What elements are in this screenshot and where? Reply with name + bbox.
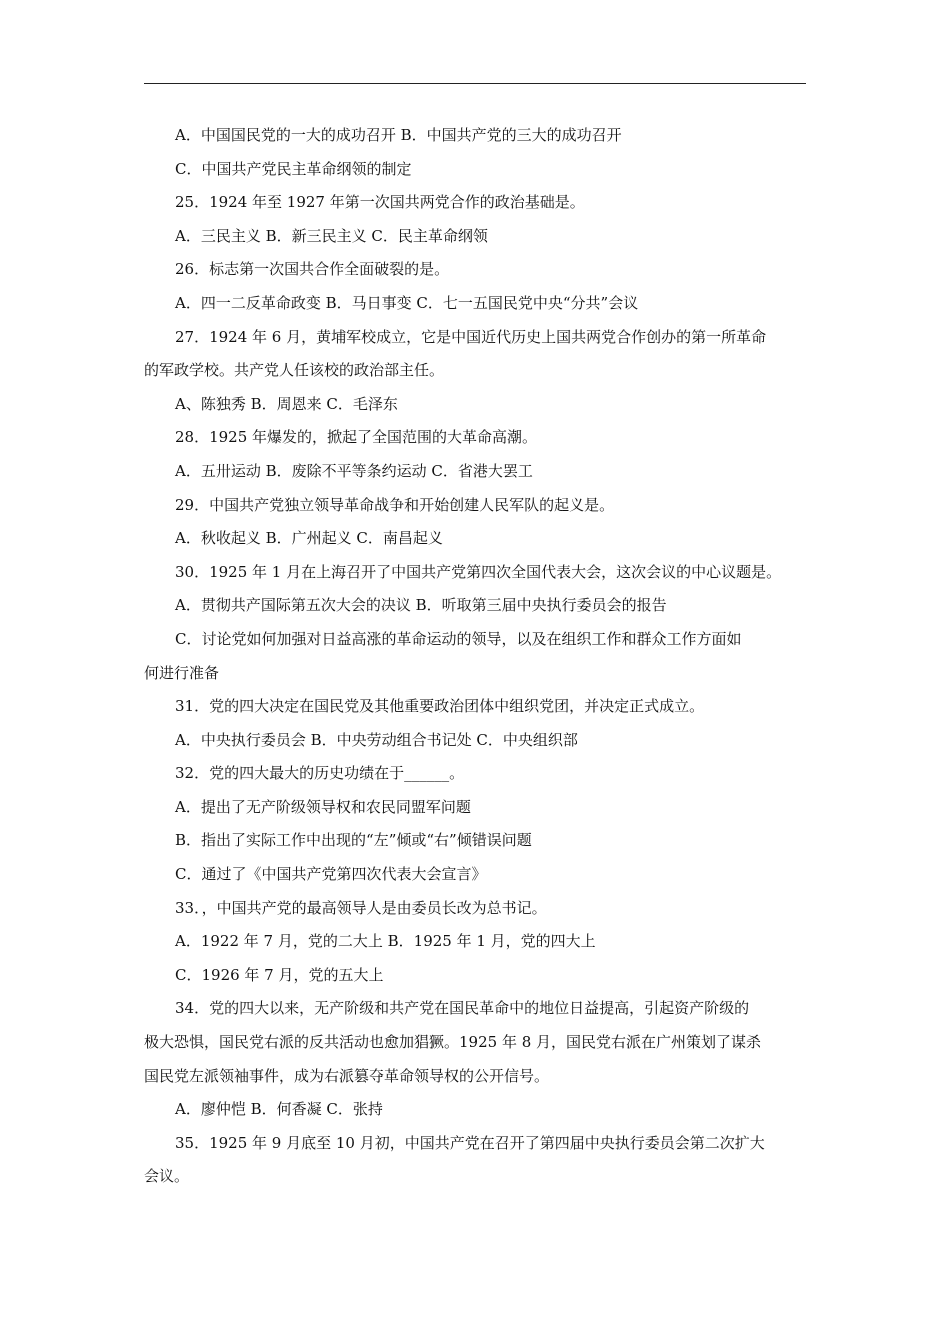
text-line: A．1922 年 7 月，党的二大上 B．1925 年 1 月，党的四大上	[175, 932, 596, 951]
text-line: A．中国国民党的一大的成功召开 B．中国共产党的三大的成功召开	[175, 126, 622, 144]
text-line: 27．1924 年 6 月，黄埔军校成立，它是中国近代历史上国共两党合作创办的第一所革命	[175, 327, 767, 346]
text-line: C．1926 年 7 月，党的五大上	[175, 965, 384, 984]
text-line: 26．标志第一次国共合作全面破裂的是。	[175, 260, 450, 279]
text-line: C．中国共产党民主革命纲领的制定	[175, 159, 412, 178]
text-line: 何进行准备	[144, 663, 220, 682]
text-line: A．五卅运动 B．废除不平等条约运动 C．省港大罢工	[175, 461, 533, 480]
text-line: A．廖仲恺 B．何香凝 C．张持	[175, 1100, 383, 1119]
text-line: A．四一二反革命政变 B．马日事变 C．七一五国民党中央“分共”会议	[175, 293, 639, 312]
header-rule	[144, 83, 806, 84]
text-line: 32．党的四大最大的历史功绩在于______。	[175, 764, 465, 783]
text-line: B．指出了实际工作中出现的“左”倾或“右”倾错误问题	[175, 831, 532, 850]
text-line: A．秋收起义 B．广州起义 C．南昌起义	[175, 529, 443, 548]
text-line: 30．1925 年 1 月在上海召开了中国共产党第四次全国代表大会，这次会议的中心议题是。	[175, 562, 782, 581]
text-line: 33．，中国共产党的最高领导人是由委员长改为总书记。	[175, 898, 547, 917]
text-line: 25．1924 年至 1927 年第一次国共两党合作的政治基础是。	[175, 193, 585, 212]
text-line: A．贯彻共产国际第五次大会的决议 B．听取第三届中央执行委员会的报告	[175, 596, 667, 615]
text-line: A．三民主义 B．新三民主义 C．民主革命纲领	[175, 226, 488, 245]
text-line: 29．中国共产党独立领导革命战争和开始创建人民军队的起义是。	[175, 495, 615, 514]
text-line: 34．党的四大以来，无产阶级和共产党在国民革命中的地位日益提高，引起资产阶级的	[175, 999, 750, 1018]
text-line: A、陈独秀 B．周恩来 C．毛泽东	[175, 394, 398, 413]
text-line: C．通过了《中国共产党第四次代表大会宣言》	[175, 865, 487, 884]
text-line: 会议。	[144, 1167, 190, 1186]
text-line: 极大恐惧，国民党右派的反共活动也愈加猖獗。1925 年 8 月，国民党右派在广州策划了谋杀	[144, 1033, 762, 1052]
text-line: 31．党的四大决定在国民党及其他重要政治团体中组织党团，并决定正式成立。	[175, 697, 705, 716]
text-line: 28．1925 年爆发的，掀起了全国范围的大革命高潮。	[175, 428, 538, 447]
text-line: 的军政学校。共产党人任该校的政治部主任。	[144, 361, 445, 380]
text-line: 国民党左派领袖事件，成为右派篡夺革命领导权的公开信号。	[144, 1066, 550, 1085]
text-line: A．中央执行委员会 B．中央劳动组合书记处 C．中央组织部	[175, 730, 578, 749]
text-line: C．讨论党如何加强对日益高涨的革命运动的领导，以及在组织工作和群众工作方面如	[175, 629, 742, 648]
document-body	[144, 119, 806, 1194]
text-line: A．提出了无产阶级领导权和农民同盟军问题	[175, 797, 471, 816]
text-line: 35．1925 年 9 月底至 10 月初，中国共产党在召开了第四届中央执行委员会第二次扩大	[175, 1133, 765, 1152]
